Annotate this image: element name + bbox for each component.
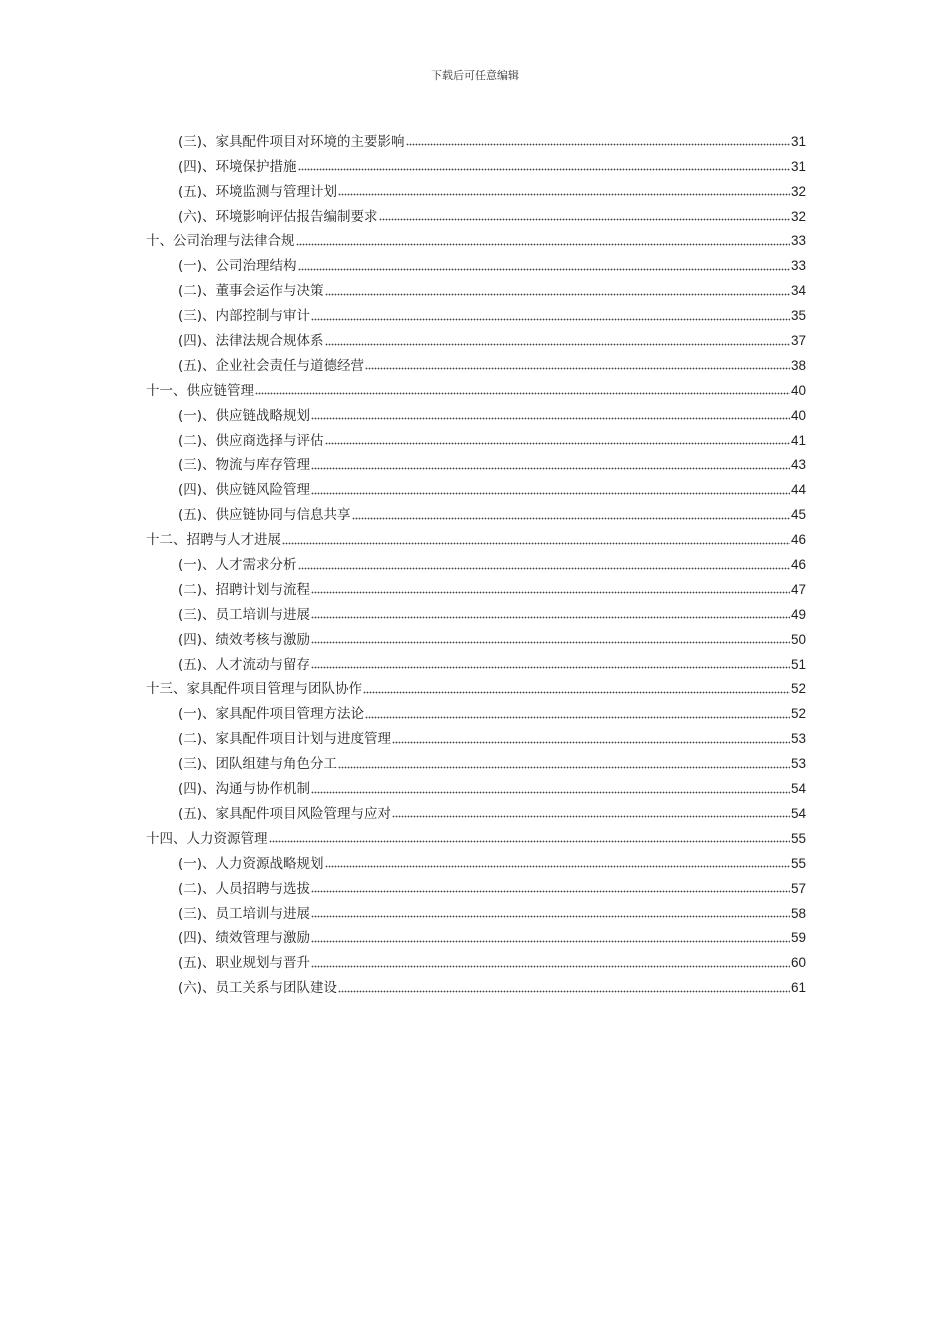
toc-dot-leader: [338, 989, 790, 993]
toc-entry-title: (一)、人力资源战略规划: [178, 855, 324, 872]
toc-dot-leader: [379, 218, 790, 222]
toc-dot-leader: [282, 541, 790, 545]
toc-dot-leader: [325, 292, 790, 296]
toc-dot-leader: [325, 865, 790, 869]
toc-page-number: 33: [790, 258, 806, 274]
toc-entry-title: (三)、内部控制与审计: [178, 308, 311, 325]
toc-chapter-entry[interactable]: [146, 375, 806, 400]
toc-chapter-entry[interactable]: [146, 524, 806, 549]
toc-page-number: 58: [790, 905, 806, 921]
toc-entry-title: (四)、沟通与协作机制: [178, 781, 311, 798]
toc-page-number: 57: [790, 880, 806, 896]
toc-section-entry[interactable]: [146, 873, 806, 898]
toc-page-number: 33: [790, 233, 806, 249]
toc-entry-title: (五)、人才流动与留存: [178, 656, 311, 673]
toc-entry-title: (一)、供应链战略规划: [178, 407, 311, 424]
toc-page-number: 32: [790, 208, 806, 224]
toc-page-number: 44: [790, 482, 806, 498]
toc-entry-title: (五)、企业社会责任与道德经营: [178, 357, 365, 374]
toc-entry-title: (四)、绩效管理与激励: [178, 930, 311, 947]
toc-entry-title: (五)、职业规划与晋升: [178, 955, 311, 972]
toc-page-number: 35: [790, 308, 806, 324]
toc-dot-leader: [311, 616, 790, 620]
toc-dot-leader: [365, 715, 790, 719]
toc-chapter-entry[interactable]: [146, 674, 806, 699]
toc-entry-title: 十三、家具配件项目管理与团队协作: [146, 681, 362, 698]
toc-section-entry[interactable]: [146, 947, 806, 972]
toc-section-entry[interactable]: [146, 923, 806, 948]
toc-section-entry[interactable]: [146, 400, 806, 425]
toc-entry-title: (二)、董事会运作与决策: [178, 283, 324, 300]
toc-dot-leader: [298, 566, 790, 570]
toc-dot-leader: [311, 915, 790, 919]
toc-chapter-entry[interactable]: [146, 823, 806, 848]
toc-page-number: 52: [790, 681, 806, 697]
toc-dot-leader: [311, 466, 790, 470]
toc-page-number: 49: [790, 606, 806, 622]
toc-page-number: 38: [790, 357, 806, 373]
toc-entry-title: (三)、家具配件项目对环境的主要影响: [178, 133, 405, 150]
toc-section-entry[interactable]: [146, 748, 806, 773]
toc-section-entry[interactable]: [146, 425, 806, 450]
toc-page-number: 55: [790, 830, 806, 846]
toc-page-number: 32: [790, 183, 806, 199]
toc-dot-leader: [392, 815, 790, 819]
toc-section-entry[interactable]: [146, 126, 806, 151]
toc-section-entry[interactable]: [146, 649, 806, 674]
toc-dot-leader: [298, 168, 790, 172]
page-header: 下载后可任意编辑: [431, 69, 519, 82]
toc-page-number: 60: [790, 955, 806, 971]
table-of-contents: [146, 126, 806, 997]
toc-entry-title: 十二、招聘与人才进展: [146, 532, 281, 549]
toc-dot-leader: [311, 317, 790, 321]
toc-page-number: 51: [790, 656, 806, 672]
toc-section-entry[interactable]: [146, 599, 806, 624]
toc-dot-leader: [311, 790, 790, 794]
toc-section-entry[interactable]: [146, 450, 806, 475]
toc-page-number: 59: [790, 930, 806, 946]
toc-dot-leader: [296, 242, 790, 246]
toc-entry-title: (四)、供应链风险管理: [178, 482, 311, 499]
toc-entry-title: (二)、家具配件项目计划与进度管理: [178, 731, 392, 748]
toc-entry-title: (一)、家具配件项目管理方法论: [178, 706, 365, 723]
toc-entry-title: (三)、物流与库存管理: [178, 457, 311, 474]
toc-section-entry[interactable]: [146, 972, 806, 997]
toc-entry-title: (四)、绩效考核与激励: [178, 631, 311, 648]
toc-page-number: 40: [790, 407, 806, 423]
toc-entry-title: (一)、人才需求分析: [178, 557, 297, 574]
toc-entry-title: (二)、供应商选择与评估: [178, 432, 324, 449]
toc-chapter-entry[interactable]: [146, 226, 806, 251]
toc-dot-leader: [338, 765, 790, 769]
toc-dot-leader: [325, 342, 790, 346]
toc-entry-title: (二)、人员招聘与选拔: [178, 880, 311, 897]
toc-dot-leader: [365, 367, 790, 371]
toc-dot-leader: [325, 442, 790, 446]
toc-section-entry[interactable]: [146, 474, 806, 499]
toc-page-number: 41: [790, 432, 806, 448]
toc-dot-leader: [311, 890, 790, 894]
toc-dot-leader: [311, 939, 790, 943]
toc-entry-title: (四)、环境保护措施: [178, 158, 297, 175]
toc-page-number: 53: [790, 731, 806, 747]
toc-section-entry[interactable]: [146, 151, 806, 176]
toc-section-entry[interactable]: [146, 201, 806, 226]
toc-entry-title: (五)、环境监测与管理计划: [178, 183, 338, 200]
toc-section-entry[interactable]: [146, 176, 806, 201]
toc-dot-leader: [269, 840, 790, 844]
toc-page-number: 46: [790, 557, 806, 573]
toc-dot-leader: [406, 143, 790, 147]
toc-section-entry[interactable]: [146, 549, 806, 574]
toc-entry-title: (三)、员工培训与进展: [178, 606, 311, 623]
toc-entry-title: (五)、家具配件项目风险管理与应对: [178, 805, 392, 822]
toc-page-number: 47: [790, 581, 806, 597]
toc-page-number: 34: [790, 283, 806, 299]
toc-entry-title: (三)、团队组建与角色分工: [178, 756, 338, 773]
toc-section-entry[interactable]: [146, 698, 806, 723]
toc-entry-title: 十一、供应链管理: [146, 382, 254, 399]
toc-page-number: 43: [790, 457, 806, 473]
toc-dot-leader: [311, 417, 790, 421]
toc-page-number: 46: [790, 532, 806, 548]
toc-page-number: 52: [790, 706, 806, 722]
toc-section-entry[interactable]: [146, 574, 806, 599]
toc-page-number: 31: [790, 158, 806, 174]
toc-page-number: 45: [790, 507, 806, 523]
toc-section-entry[interactable]: [146, 250, 806, 275]
toc-entry-title: (六)、环境影响评估报告编制要求: [178, 208, 378, 225]
toc-entry-title: 十四、人力资源管理: [146, 830, 268, 847]
toc-dot-leader: [311, 641, 790, 645]
toc-section-entry[interactable]: [146, 848, 806, 873]
toc-entry-title: (五)、供应链协同与信息共享: [178, 507, 351, 524]
toc-section-entry[interactable]: [146, 624, 806, 649]
toc-page-number: 31: [790, 133, 806, 149]
toc-page-number: 37: [790, 333, 806, 349]
toc-section-entry[interactable]: [146, 898, 806, 923]
toc-dot-leader: [255, 392, 790, 396]
toc-dot-leader: [363, 690, 790, 694]
toc-dot-leader: [352, 516, 790, 520]
toc-entry-title: (四)、法律法规合规体系: [178, 333, 324, 350]
toc-page-number: 50: [790, 631, 806, 647]
toc-dot-leader: [311, 491, 790, 495]
toc-section-entry[interactable]: [146, 275, 806, 300]
toc-section-entry[interactable]: [146, 350, 806, 375]
toc-page-number: 54: [790, 805, 806, 821]
toc-dot-leader: [338, 193, 790, 197]
toc-dot-leader: [298, 267, 790, 271]
toc-entry-title: (二)、招聘计划与流程: [178, 581, 311, 598]
toc-page-number: 55: [790, 855, 806, 871]
toc-dot-leader: [311, 666, 790, 670]
toc-section-entry[interactable]: [146, 300, 806, 325]
toc-page-number: 61: [790, 980, 806, 996]
toc-section-entry[interactable]: [146, 325, 806, 350]
toc-section-entry[interactable]: [146, 773, 806, 798]
toc-entry-title: (一)、公司治理结构: [178, 258, 297, 275]
toc-dot-leader: [311, 964, 790, 968]
toc-dot-leader: [392, 740, 790, 744]
toc-section-entry[interactable]: [146, 499, 806, 524]
toc-section-entry[interactable]: [146, 723, 806, 748]
toc-section-entry[interactable]: [146, 798, 806, 823]
toc-dot-leader: [311, 591, 790, 595]
toc-page-number: 53: [790, 756, 806, 772]
toc-entry-title: (三)、员工培训与进展: [178, 905, 311, 922]
toc-page-number: 54: [790, 781, 806, 797]
toc-entry-title: 十、公司治理与法律合规: [146, 233, 295, 250]
toc-entry-title: (六)、员工关系与团队建设: [178, 980, 338, 997]
toc-page-number: 40: [790, 382, 806, 398]
